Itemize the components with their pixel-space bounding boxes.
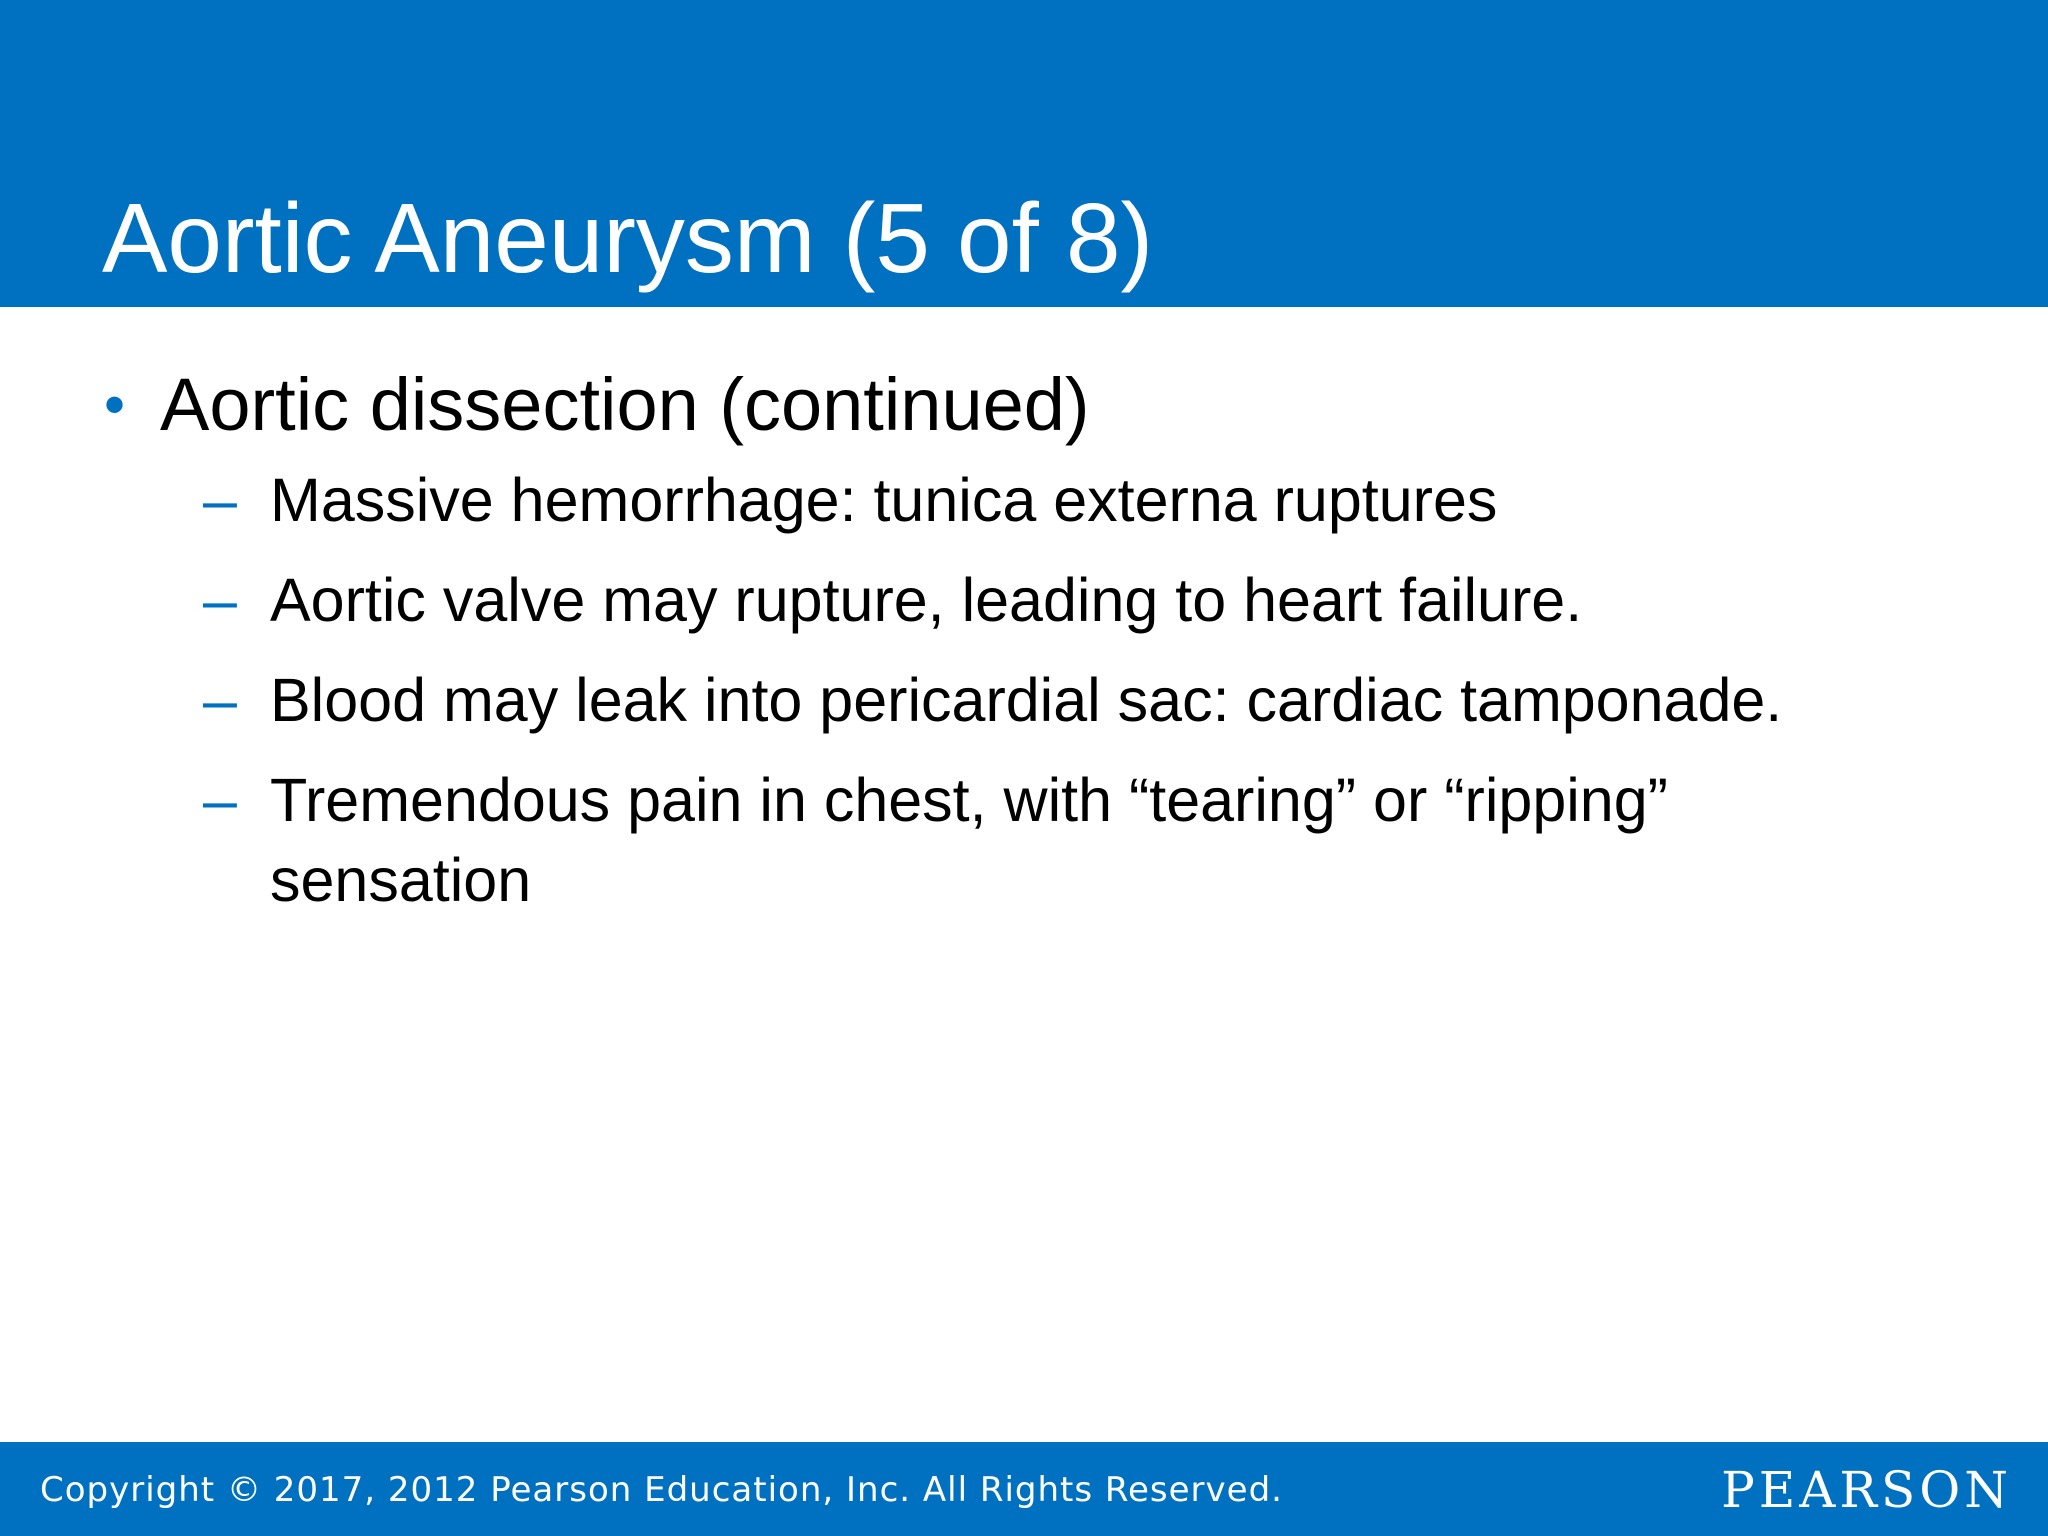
- slide-title: Aortic Aneurysm (5 of 8): [102, 183, 1154, 293]
- header-band: [0, 0, 2048, 307]
- slide-content: [0, 360, 2048, 940]
- dash-icon: –: [203, 766, 237, 834]
- sub-bullet-text: Blood may leak into pericardial sac: cardiac tamponade.: [270, 666, 1783, 734]
- bullet-aortic-dissection: [0, 360, 2048, 450]
- sub-bullet-massive-hemorrhage: [0, 460, 1890, 540]
- dash-icon: –: [203, 566, 237, 634]
- sub-bullet-blood-leak: [0, 660, 1890, 740]
- dash-icon: –: [203, 466, 237, 534]
- dash-icon: –: [203, 666, 237, 734]
- pearson-logo-text: PEARSON: [1721, 1461, 2012, 1519]
- sub-bullet-text: Aortic valve may rupture, leading to heart failure.: [270, 566, 1583, 634]
- sub-bullet-aortic-valve: [0, 560, 1890, 640]
- bullet-text: Aortic dissection (continued): [160, 363, 1090, 446]
- bullet-dot-icon: •: [104, 371, 126, 438]
- sub-bullet-chest-pain: [0, 760, 1890, 920]
- sub-bullet-list: [0, 460, 2048, 920]
- pearson-logo: [1721, 1442, 2048, 1536]
- sub-bullet-text: Tremendous pain in chest, with “tearing” or “ripping” sensation: [270, 766, 1668, 914]
- sub-bullet-text: Massive hemorrhage: tunica externa ruptures: [270, 466, 1498, 534]
- copyright-text: Copyright © 2017, 2012 Pearson Education, Inc. All Rights Reserved.: [40, 1470, 1283, 1510]
- footer-band: [0, 1442, 2048, 1536]
